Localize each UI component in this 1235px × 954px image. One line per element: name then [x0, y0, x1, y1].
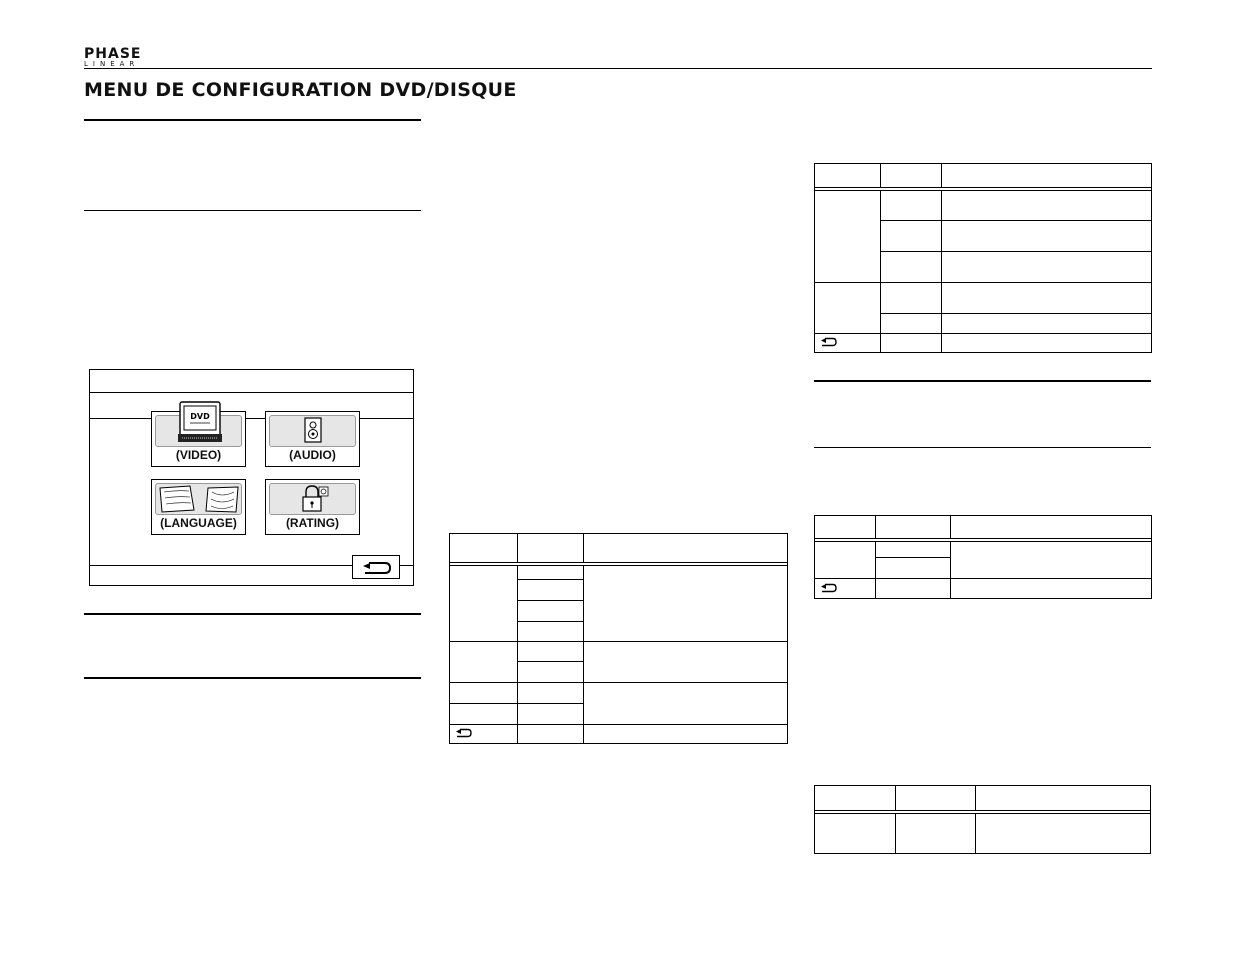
table-cell — [450, 566, 518, 642]
table-cell — [875, 579, 950, 599]
return-arrow-icon — [820, 583, 838, 593]
table-header-cell — [875, 516, 950, 539]
table-header-cell — [517, 534, 583, 563]
padlock-icon — [300, 483, 330, 513]
table-header-cell — [815, 516, 876, 539]
table-header-cell — [815, 786, 896, 811]
table-return-cell — [815, 579, 876, 599]
audio-setup-button[interactable] — [265, 411, 360, 467]
table-header-cell — [895, 786, 975, 811]
audio-settings-table — [814, 163, 1152, 353]
table-return-cell — [815, 334, 881, 353]
table-cell — [941, 283, 1151, 314]
tile-label: (LANGUAGE) — [160, 516, 237, 530]
table-cell — [880, 221, 941, 252]
table-cell — [815, 283, 881, 334]
table-cell — [950, 579, 1151, 599]
table-cell — [517, 683, 583, 704]
table-cell — [815, 191, 881, 283]
return-arrow-icon — [361, 561, 393, 575]
section-rule — [84, 613, 421, 615]
table-cell — [517, 662, 583, 683]
table-cell — [950, 542, 1151, 579]
table-cell — [880, 314, 941, 334]
speaker-icon — [304, 417, 322, 443]
table-cell — [583, 566, 787, 642]
tile-label: (RATING) — [285, 516, 340, 530]
table-cell — [975, 814, 1151, 854]
table-header-cell — [941, 164, 1151, 188]
table-cell — [583, 683, 787, 725]
table-cell — [880, 252, 941, 283]
table-cell — [517, 704, 583, 725]
page-title: MENU DE CONFIGURATION DVD/DISQUE — [84, 79, 517, 101]
video-settings-table — [449, 533, 788, 744]
table-return-cell — [450, 725, 518, 744]
table-cell — [875, 542, 950, 558]
screen-divider — [90, 392, 413, 393]
rating-settings-table — [814, 785, 1151, 854]
table-cell — [450, 683, 518, 704]
table-cell — [880, 334, 941, 353]
video-setup-button[interactable] — [151, 411, 246, 467]
table-cell — [517, 622, 583, 642]
table-cell — [450, 642, 518, 683]
return-button[interactable] — [352, 555, 400, 579]
tile-label: (AUDIO) — [289, 448, 336, 462]
table-cell — [450, 704, 518, 725]
dvd-player-icon — [178, 400, 222, 444]
table-header-cell — [583, 534, 787, 563]
language-settings-table — [814, 515, 1152, 599]
section-rule — [84, 677, 421, 679]
brand-logo: PHASE — [84, 46, 142, 62]
table-cell — [517, 601, 583, 622]
table-cell — [583, 725, 787, 744]
table-header-cell — [815, 164, 881, 188]
table-cell — [517, 642, 583, 662]
table-cell — [895, 814, 975, 854]
table-cell — [875, 558, 950, 579]
svg-text:DVD: DVD — [190, 412, 210, 421]
table-cell — [880, 283, 941, 314]
table-cell — [517, 580, 583, 601]
table-cell — [815, 814, 896, 854]
rating-setup-button[interactable] — [265, 479, 360, 535]
table-cell — [583, 642, 787, 683]
tile-label: (VIDEO) — [175, 448, 222, 462]
table-cell — [941, 191, 1151, 221]
table-header-cell — [450, 534, 518, 563]
table-cell — [941, 334, 1151, 353]
screen-divider — [90, 418, 413, 419]
section-rule — [84, 119, 421, 121]
brand-logo-subtitle: LINEAR — [84, 60, 140, 68]
header-rule — [84, 68, 1152, 69]
books-icon — [156, 484, 242, 514]
table-cell — [880, 191, 941, 221]
section-rule — [84, 210, 421, 211]
table-header-cell — [880, 164, 941, 188]
table-cell — [517, 566, 583, 580]
section-rule — [814, 447, 1151, 448]
return-arrow-icon — [820, 337, 838, 347]
setup-menu-screen — [89, 369, 414, 586]
table-header-cell — [975, 786, 1151, 811]
return-arrow-icon — [455, 728, 473, 738]
section-rule — [814, 380, 1151, 382]
table-cell — [517, 725, 583, 744]
language-setup-button[interactable] — [151, 479, 246, 535]
table-cell — [941, 252, 1151, 283]
table-cell — [941, 314, 1151, 334]
table-cell — [815, 542, 876, 579]
table-cell — [941, 221, 1151, 252]
table-header-cell — [950, 516, 1151, 539]
